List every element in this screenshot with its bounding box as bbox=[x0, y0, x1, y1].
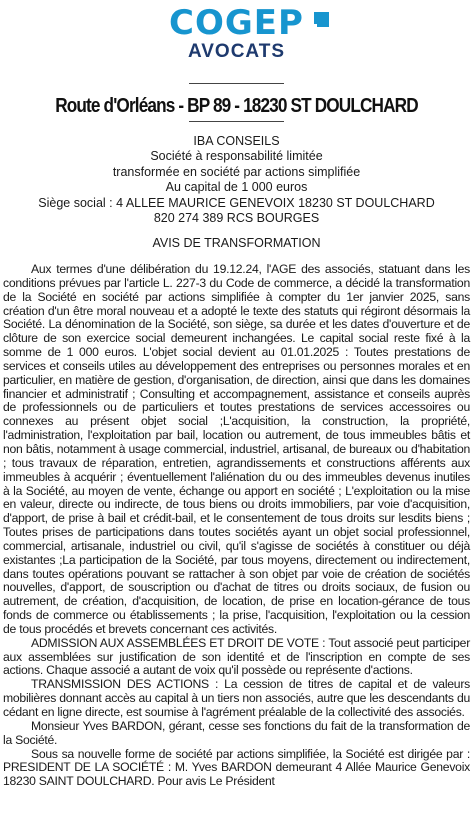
logo-brand: COGEP bbox=[169, 3, 304, 43]
paragraph-deliberation: Aux termes d'une délibération du 19.12.24, l'AGE des associés, statuant dans les conditions prévues par l'article L. 227-3 du Code de commerce, a décidé la transformation de la Société en société par actions simplifiée à compter du 1er janvier 2025, sans création d'un être moral nouveau et a adopté le texte des statuts qui régiront désormais la Société. La dénomination de la Société, son siège, sa durée et les dates d'ouverture et de clôture de son exercice social demeurent inchangées. Le capital social reste fixé à la somme de 1 000 euros. L'objet social devient au 01.01.2025 : Toutes prestations de services et conseils utiles au développement des entreprises ou personnes morales et en particulier, en matière de gestion, d'organisation, de direction, ainsi que dans les domaines financier et administratif ; Consulting et accompagnement, assistance et conseils auprès de professionnels ou de particuliers et toutes prestations de services accessoires ou connexes au présent objet social ;L'acquisition, la construction, la propriété, l'administration, l'exploitation par bail, location ou autrement, de tous immeubles bâtis et non bâtis, notamment à usage commercial, industriel, artisanal, de bureaux ou d'habitation ; tous travaux de réparation, entretien, agrandissements et constructions afférents aux immeubles à acquérir ; éventuellement l'aliénation du ou des immeubles devenus inutiles à la Société, au moyen de vente, échange ou apport en société ; L'exploitation ou la mise en valeur, directe ou indirecte, de tous biens ou droits immobiliers, par voie d'acquisition, d'apport, de prise à bail et crédit-bail, et le consentement de tous droits sur lesdits biens ; Toutes prises de participations dans toutes sociétés ayant un objet social professionnel, commercial, artisanale, industriel ou civil, qu'il s'agisse de sociétés à constituer ou déjà existantes ;La participation de la Société, par tous moyens, directement ou indirectement, dans toutes opérations pouvant se rattacher à son objet par voie de création de sociétés nouvelles, d'apport, de souscription ou d'achat de titres ou droits sociaux, de fusion ou autrement, de création, d'acquisition, de location, de prise en location-gérance de tous fonds de commerce ou établissements ; la prise, l'acquisition, l'exploitation ou la cession de tous procédés et brevets concernant ces activités. bbox=[3, 262, 470, 636]
divider-top bbox=[189, 83, 284, 84]
cogep-logo bbox=[0, 3, 473, 64]
logo-square-icon bbox=[311, 10, 331, 30]
company-form: Société à responsabilité limitée bbox=[150, 149, 323, 164]
company-seat: Siège social : 4 ALLEE MAURICE GENEVOIX 18230 ST DOULCHARD bbox=[38, 195, 435, 210]
company-name: IBA CONSEILS bbox=[193, 134, 280, 148]
firm-address: Route d'Orléans - BP 89 - 18230 ST DOULCHARD bbox=[55, 95, 418, 117]
paragraph-admission: ADMISSION AUX ASSEMBLÉES ET DROIT DE VOTE : Tout associé peut participer aux assemblées sur justification de son identité et de l'inscription en compte de ses actions. Chaque associé a autant de voix qu'il possède ou représente d'actions. bbox=[3, 635, 470, 678]
company-capital: Au capital de 1 000 euros bbox=[165, 180, 308, 195]
notice-title: AVIS DE TRANSFORMATION bbox=[152, 236, 321, 250]
logo-subtitle: AVOCATS bbox=[187, 41, 286, 62]
paragraph-president: Sous sa nouvelle forme de société par actions simplifiée, la Société est dirigée par : PRESIDENT DE LA SOCIÉTÉ : M. Yves BARDON demeurant 4 Allée Maurice Genevoix 18230 SAINT DOULCHARD. Pour avis Le Président bbox=[3, 746, 470, 789]
notice-body bbox=[3, 263, 470, 789]
company-header bbox=[0, 134, 473, 226]
paragraph-gerant: Monsieur Yves BARDON, gérant, cesse ses fonctions du fait de la transformation de la Société. bbox=[3, 718, 470, 747]
company-rcs: 820 274 389 RCS BOURGES bbox=[153, 211, 320, 226]
company-transformed: transformée en société par actions simplifiée bbox=[112, 164, 361, 179]
divider-bottom bbox=[189, 121, 284, 122]
paragraph-transmission: TRANSMISSION DES ACTIONS : La cession de titres de capital et de valeurs mobilières donnant accès au capital à un tiers non associés, autre que les descendants du cédant en ligne directe, est soumise à l'agrément préalable de la collectivité des associés. bbox=[3, 677, 470, 719]
